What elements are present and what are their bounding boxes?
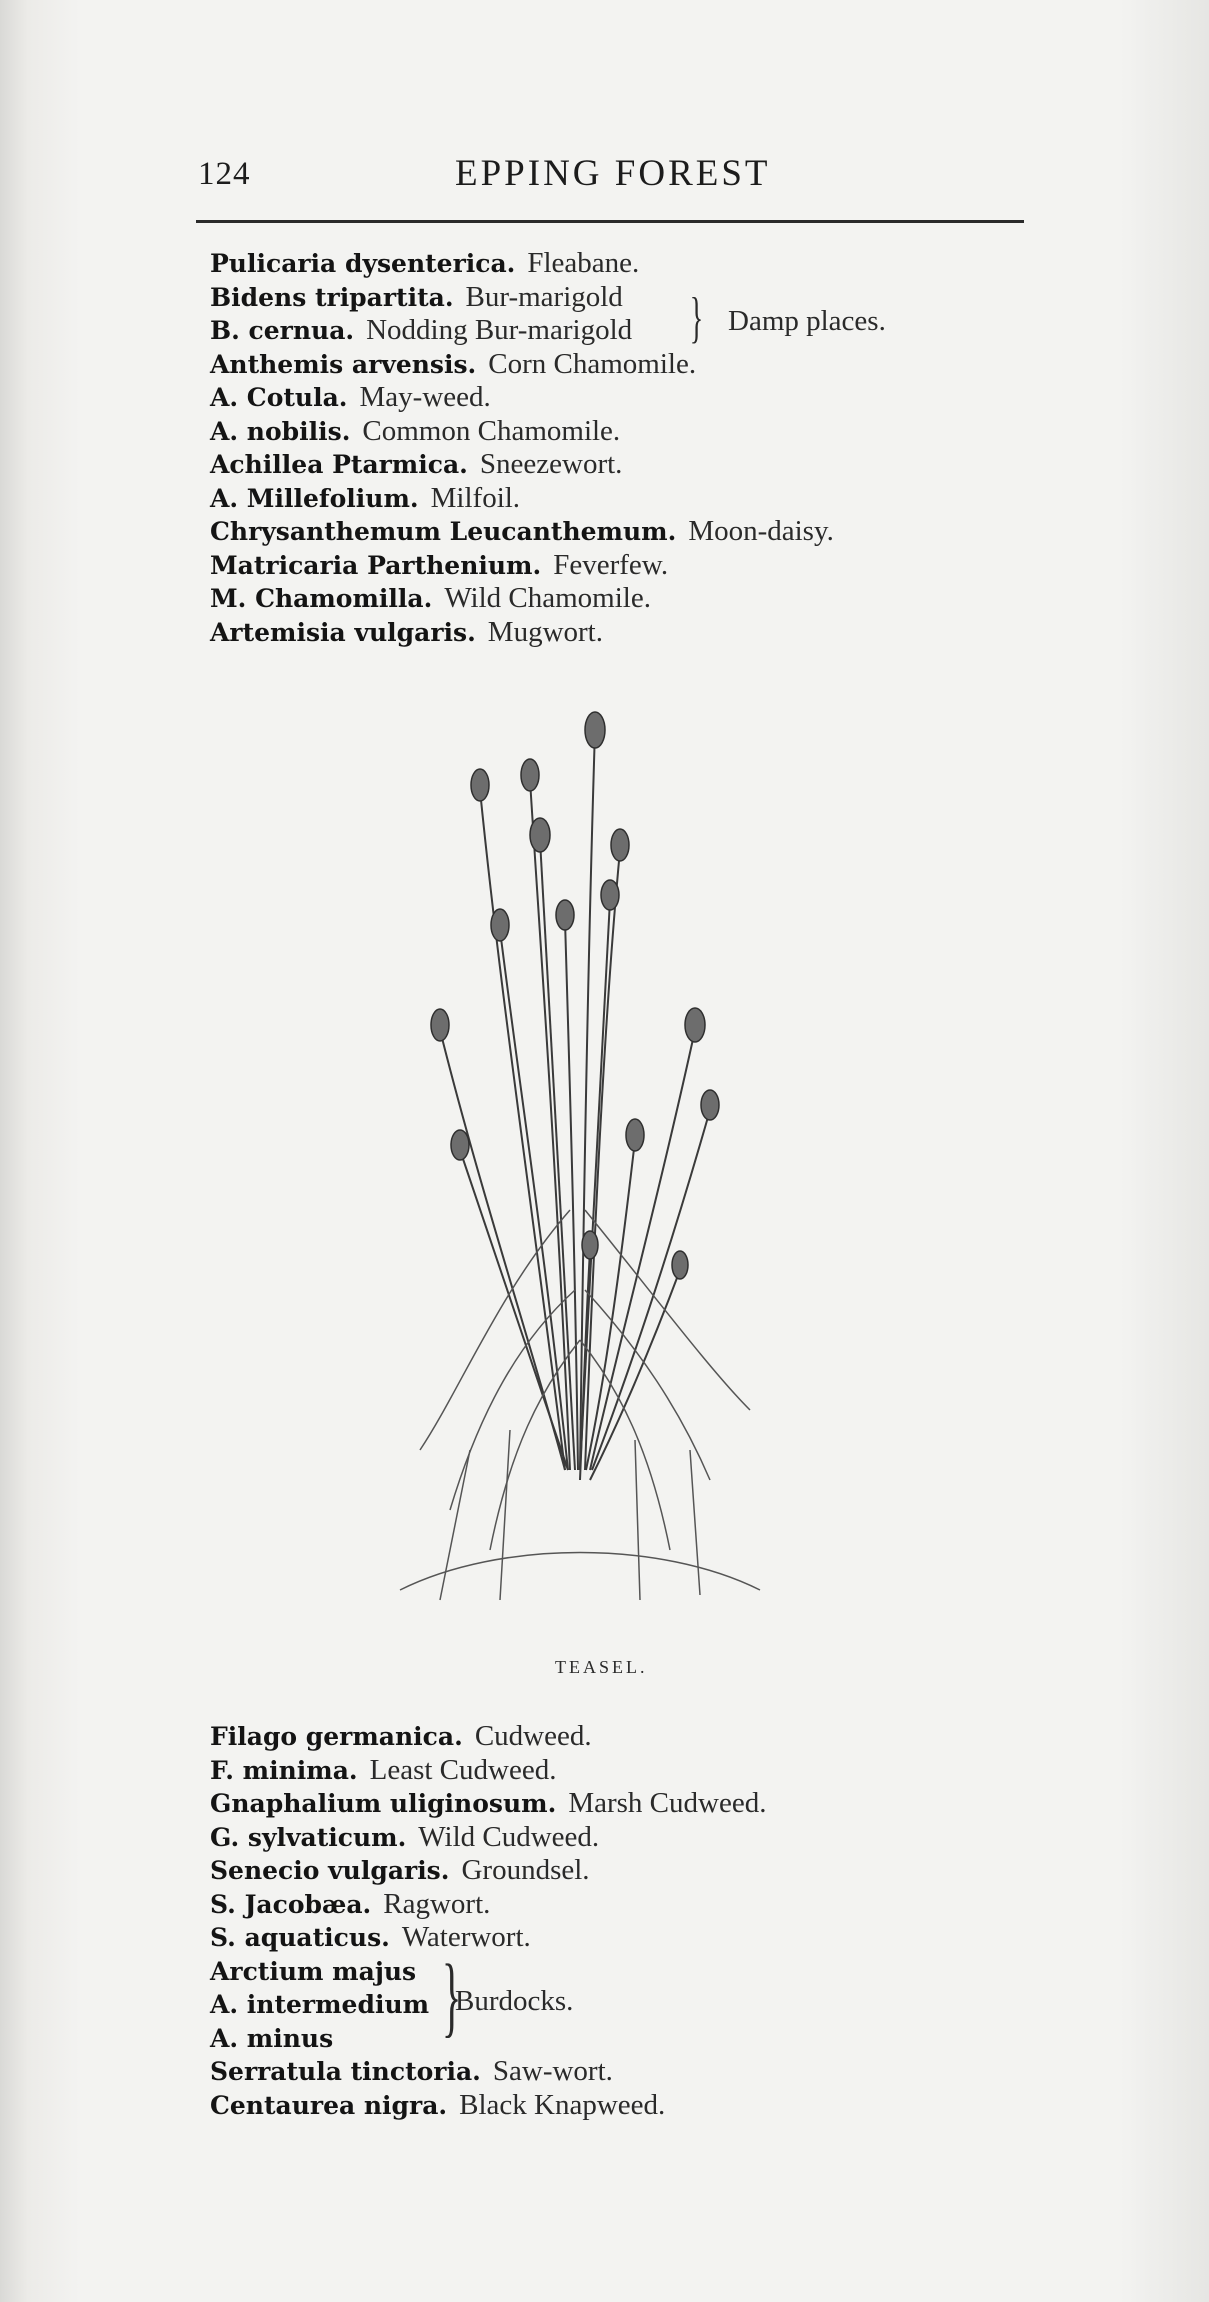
common-name: Milfoil. bbox=[430, 481, 521, 514]
figure-caption: TEASEL. bbox=[555, 1657, 648, 1677]
common-name: Corn Chamomile. bbox=[488, 347, 697, 380]
plant-entry bbox=[210, 616, 834, 650]
latin-name: Serratula tinctoria. bbox=[210, 2057, 481, 2086]
common-name: Least Cudweed. bbox=[369, 1753, 557, 1786]
plant-entry bbox=[210, 1955, 766, 1989]
plant-entry bbox=[210, 1888, 766, 1922]
latin-name: Chrysanthemum Leucanthemum. bbox=[210, 517, 677, 546]
latin-name: Artemisia vulgaris. bbox=[210, 617, 476, 647]
plant-entry bbox=[210, 2089, 766, 2123]
common-name: Common Chamomile. bbox=[362, 414, 621, 447]
latin-name: Arctium majus bbox=[210, 1956, 417, 1986]
common-name: Marsh Cudweed. bbox=[568, 1787, 767, 1819]
plant-entry bbox=[210, 381, 834, 415]
plant-entry bbox=[210, 549, 834, 583]
header-rule bbox=[196, 220, 1024, 223]
latin-name: Anthemis arvensis. bbox=[210, 349, 477, 379]
plant-entry bbox=[210, 415, 834, 449]
common-name: Wild Cudweed. bbox=[418, 1820, 600, 1853]
latin-name: A. Cotula. bbox=[210, 383, 348, 412]
plant-entry bbox=[210, 515, 834, 549]
latin-name: Matricaria Parthenium. bbox=[210, 550, 542, 580]
plant-entry bbox=[210, 448, 834, 482]
common-name: Cudweed. bbox=[474, 1720, 592, 1752]
plant-entry bbox=[210, 1720, 766, 1754]
plant-entry bbox=[210, 1787, 766, 1821]
brace-note-damp-places: Damp places. bbox=[728, 305, 886, 337]
latin-name: Gnaphalium uliginosum. bbox=[210, 1789, 557, 1818]
common-name: Mugwort. bbox=[487, 615, 603, 648]
latin-name: Senecio vulgaris. bbox=[210, 1856, 450, 1885]
latin-name: A. nobilis. bbox=[210, 416, 351, 446]
latin-name: S. aquaticus. bbox=[210, 1923, 390, 1952]
plant-entry bbox=[210, 1821, 766, 1855]
latin-name: A. intermedium bbox=[210, 1990, 430, 2019]
common-name: Moon-daisy. bbox=[688, 515, 834, 547]
latin-name: F. minima. bbox=[210, 1755, 358, 1785]
plant-entry bbox=[210, 2022, 766, 2056]
common-name: Waterwort. bbox=[401, 1921, 531, 1953]
brace-glyph: } bbox=[689, 287, 704, 349]
common-name: Wild Chamomile. bbox=[444, 582, 651, 614]
latin-name: A. Millefolium. bbox=[210, 483, 419, 513]
plant-entry bbox=[210, 2055, 766, 2089]
latin-name: S. Jacobæa. bbox=[210, 1889, 372, 1919]
latin-name: G. sylvaticum. bbox=[210, 1822, 407, 1852]
common-name: Ragwort. bbox=[383, 1887, 491, 1920]
plant-entry bbox=[210, 1921, 766, 1955]
latin-name: A. minus bbox=[210, 2023, 334, 2053]
plant-entry bbox=[210, 482, 834, 516]
latin-name: Bidens tripartita. bbox=[210, 282, 454, 312]
common-name: Fleabane. bbox=[527, 247, 640, 279]
latin-name: Filago germanica. bbox=[210, 1722, 463, 1751]
common-name: Black Knapweed. bbox=[459, 2088, 666, 2121]
latin-name: Pulicaria dysenterica. bbox=[210, 249, 516, 278]
latin-name: M. Chamomilla. bbox=[210, 584, 433, 613]
common-name: May-weed. bbox=[359, 381, 491, 413]
page-number: 124 bbox=[198, 156, 251, 192]
common-name: Nodding Bur-marigold bbox=[366, 314, 633, 346]
plant-entry bbox=[210, 247, 834, 281]
latin-name: B. cernua. bbox=[210, 316, 355, 345]
running-head bbox=[0, 150, 1209, 210]
common-name: Feverfew. bbox=[553, 548, 669, 581]
brace-note-burdocks: Burdocks. bbox=[455, 1985, 574, 2017]
common-name: Bur-marigold bbox=[465, 280, 623, 313]
plant-entry bbox=[210, 348, 834, 382]
running-title: EPPING FOREST bbox=[455, 153, 771, 194]
plant-list-bottom bbox=[210, 1720, 766, 2122]
latin-name: Centaurea nigra. bbox=[210, 2090, 448, 2120]
plant-entry bbox=[210, 582, 834, 616]
common-name: Saw-wort. bbox=[492, 2055, 613, 2087]
teasel-illustration bbox=[380, 690, 780, 1640]
common-name: Sneezewort. bbox=[479, 448, 623, 480]
plant-entry bbox=[210, 1854, 766, 1888]
plant-entry bbox=[210, 1754, 766, 1788]
brace-glyph: } bbox=[441, 1947, 462, 2046]
common-name: Groundsel. bbox=[461, 1854, 590, 1886]
latin-name: Achillea Ptarmica. bbox=[210, 450, 468, 479]
